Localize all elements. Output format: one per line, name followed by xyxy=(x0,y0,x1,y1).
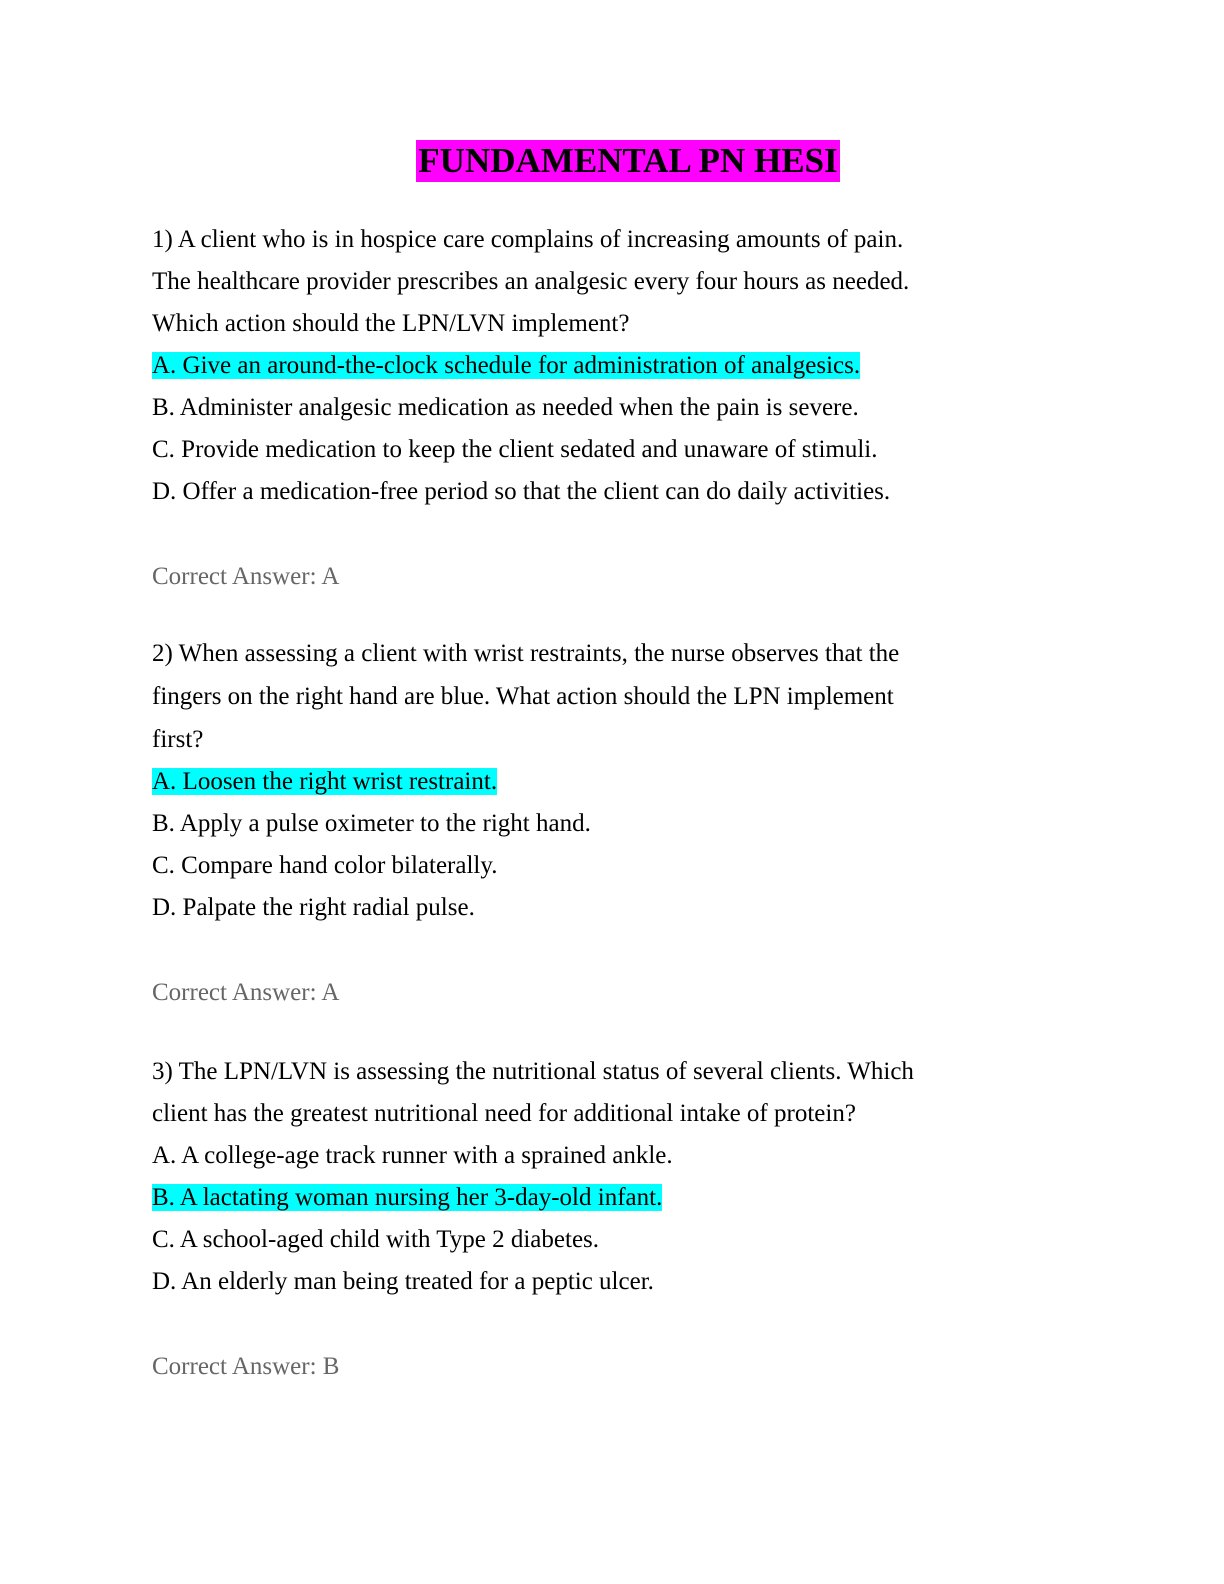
option-b xyxy=(152,1177,1052,1219)
option-d: D. Offer a medication-free period so that the client can do daily activities. xyxy=(152,478,891,505)
option-d: D. An elderly man being treated for a peptic ulcer. xyxy=(152,1268,654,1295)
stem-line: first? xyxy=(152,726,204,753)
question-1 xyxy=(152,219,1052,598)
option-c: C. Compare hand color bilaterally. xyxy=(152,852,498,879)
option-c: C. Provide medication to keep the client sedated and unaware of stimuli. xyxy=(152,436,878,463)
page-title: FUNDAMENTAL PN HESI xyxy=(418,141,838,180)
highlighted-correct-option: B. A lactating woman nursing her 3-day-old infant. xyxy=(152,1184,663,1211)
option-d: D. Palpate the right radial pulse. xyxy=(152,894,475,921)
question-3 xyxy=(152,1051,1052,1388)
option-b: B. Apply a pulse oximeter to the right hand. xyxy=(152,810,591,837)
stem-line: fingers on the right hand are blue. What action should the LPN implement xyxy=(152,683,894,710)
highlighted-correct-option: A. Give an around-the-clock schedule for administration of analgesics. xyxy=(152,352,861,379)
title-container xyxy=(0,140,1224,182)
option-a xyxy=(152,761,1052,803)
question-stem xyxy=(152,219,1052,345)
option-b: B. Administer analgesic medication as needed when the pain is severe. xyxy=(152,394,859,421)
stem-line: 3) The LPN/LVN is assessing the nutritional status of several clients. Which xyxy=(152,1058,914,1085)
question-stem xyxy=(152,1051,1052,1135)
stem-line: 1) A client who is in hospice care complains of increasing amounts of pain. xyxy=(152,226,904,253)
highlighted-correct-option: A. Loosen the right wrist restraint. xyxy=(152,768,498,795)
option-a xyxy=(152,345,1052,387)
stem-line: client has the greatest nutritional need for additional intake of protein? xyxy=(152,1100,856,1127)
stem-line: 2) When assessing a client with wrist restraints, the nurse observes that the xyxy=(152,640,900,667)
option-a: A. A college-age track runner with a sprained ankle. xyxy=(152,1142,673,1169)
option-c: C. A school-aged child with Type 2 diabetes. xyxy=(152,1226,600,1253)
question-stem xyxy=(152,632,1052,761)
correct-answer: Correct Answer: A xyxy=(152,979,340,1006)
correct-answer: Correct Answer: B xyxy=(152,1353,340,1380)
stem-line: The healthcare provider prescribes an analgesic every four hours as needed. xyxy=(152,268,910,295)
stem-line: Which action should the LPN/LVN implement? xyxy=(152,310,630,337)
correct-answer: Correct Answer: A xyxy=(152,563,340,590)
question-2 xyxy=(152,632,1052,1014)
